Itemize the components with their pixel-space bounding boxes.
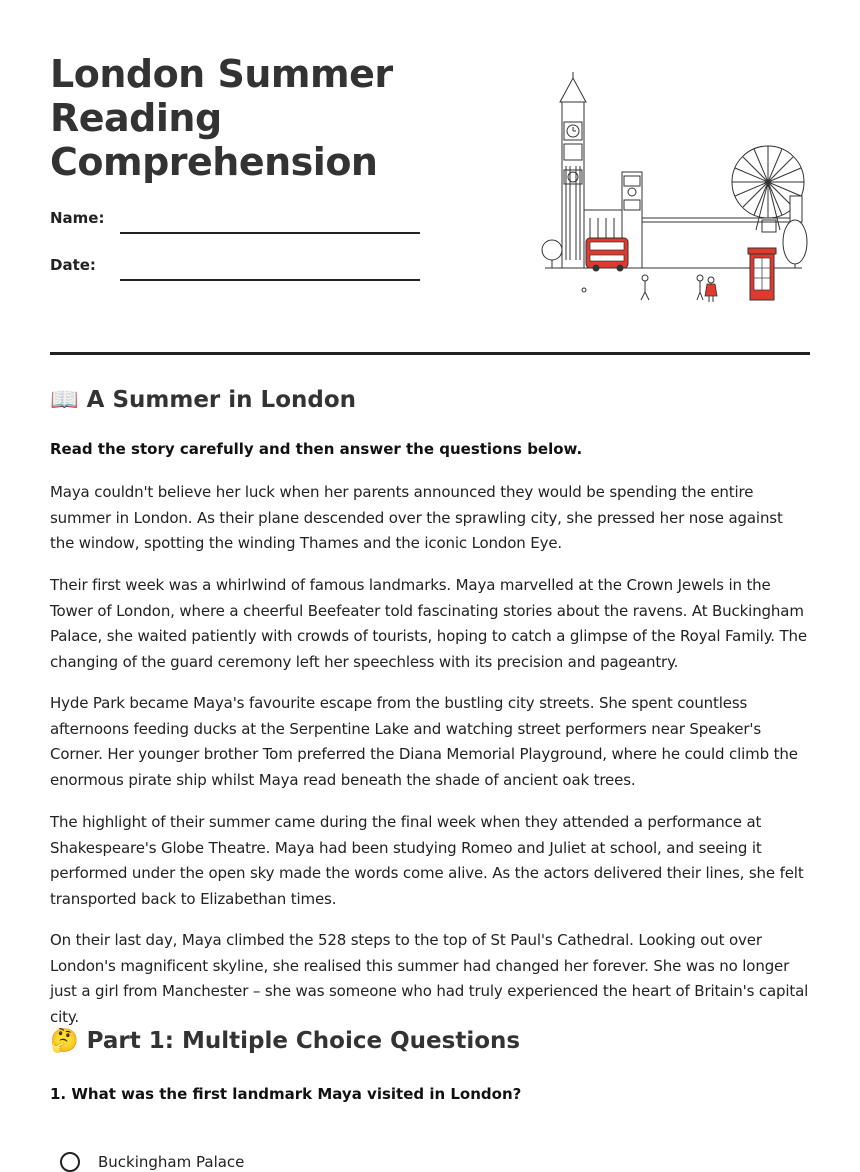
telephone-booth-icon	[748, 248, 776, 300]
part1-heading-text: Part 1: Multiple Choice Questions	[86, 1028, 521, 1054]
worksheet-page	[50, 0, 810, 1171]
option-label: Buckingham Palace	[98, 1153, 245, 1171]
name-label: Name:	[50, 209, 105, 227]
name-line[interactable]	[120, 232, 420, 234]
child-figure-icon	[705, 277, 717, 302]
part1-heading	[50, 1027, 520, 1054]
question-1: 1. What was the first landmark Maya visited in London?	[50, 1085, 522, 1103]
worksheet-header	[50, 0, 810, 355]
date-line[interactable]	[120, 279, 420, 281]
story-instruction: Read the story carefully and then answer the questions below.	[50, 440, 583, 458]
date-field	[50, 252, 420, 282]
story-paragraph-2: Their first week was a whirlwind of famous landmarks. Maya marvelled at the Crown Jewels in the Tower of London, where a cheerful Beefeater told fascinating stories about the ravens. At Buckingham Palace, she waited patiently with crowds of tourists, hoping to catch a glimpse of the Royal Family. The changing of the guard ceremony left her speechless with its precision and pageantry.	[50, 576, 807, 671]
story-heading	[50, 386, 356, 413]
story-paragraph-3: Hyde Park became Maya's favourite escape from the bustling city streets. She spent countless afternoons feeding ducks at the Serpentine Lake and watching street performers near Speaker's Corner. Her younger brother Tom preferred the Diana Memorial Playground, where he could climb the enormous pirate ship whilst Maya read beneath the shade of ancient oak trees.	[50, 694, 798, 789]
radio-button[interactable]	[60, 1152, 80, 1172]
worksheet-title: London Summer Reading Comprehension	[50, 52, 393, 184]
thinking-face-icon: 🤔	[50, 1028, 79, 1054]
bus-icon	[586, 238, 628, 272]
london-illustration	[540, 70, 810, 310]
story-paragraph-1: Maya couldn't believe her luck when her parents announced they would be spending the entire summer in London. As their plane descended over the sprawling city, she pressed her nose against the window, spotting the winding Thames and the iconic London Eye.	[50, 483, 783, 553]
story-paragraph-5: On their last day, Maya climbed the 528 steps to the top of St Paul's Cathedral. Looking out over London's magnificent skyline, she realised this summer had changed her forever. She was no longer just a girl from Manchester – she was someone who had truly experienced the heart of Britain's capital city.	[50, 931, 809, 1026]
story-paragraph-4: The highlight of their summer came during the final week when they attended a performance at Shakespeare's Globe Theatre. Maya had been studying Romeo and Juliet at school, and seeing it performed under the open sky made the words come alive. As the actors delivered their lines, she felt transported back to Elizabethan times.	[50, 813, 804, 908]
question-1-option-a[interactable]	[60, 1150, 360, 1170]
date-label: Date:	[50, 256, 96, 274]
london-landmarks-icon	[540, 70, 810, 310]
name-field	[50, 205, 420, 235]
book-icon: 📖	[50, 387, 79, 413]
story-heading-text: A Summer in London	[86, 387, 357, 413]
